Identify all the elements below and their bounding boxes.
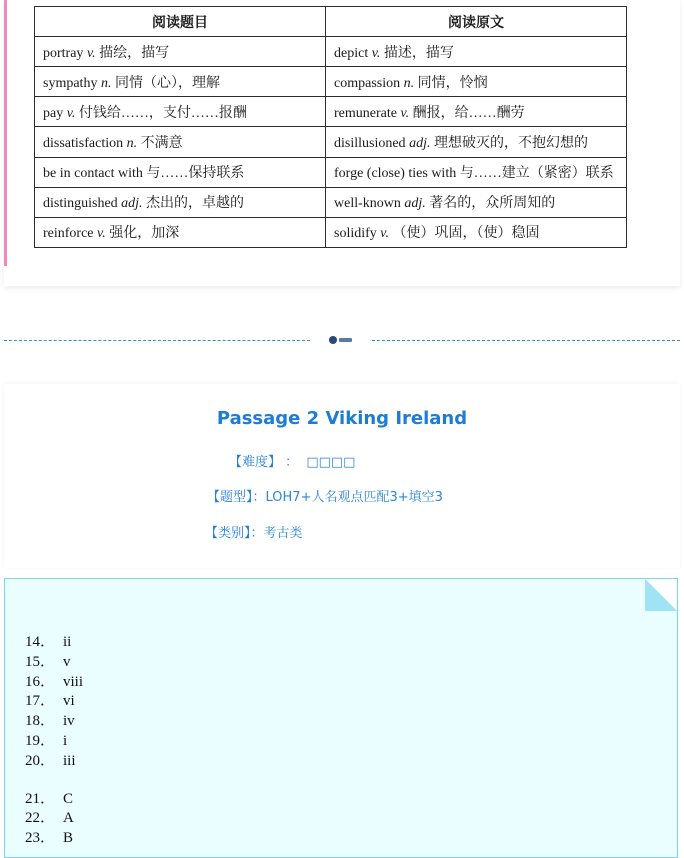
answer-value: i xyxy=(63,732,68,749)
brand-logo-icon xyxy=(329,335,353,345)
answer-item xyxy=(25,829,83,849)
term-pos: v. xyxy=(380,226,389,242)
term-word: forge (close) ties with xyxy=(334,166,457,182)
answer-item xyxy=(25,732,83,752)
source-term-cell xyxy=(326,67,627,97)
term-word: solidify xyxy=(334,226,377,242)
term-meaning: 理想破灭的，不抱幻想的 xyxy=(433,135,588,151)
answer-item xyxy=(25,809,83,829)
question-term-cell xyxy=(35,97,326,127)
header-question: 阅读题目 xyxy=(35,7,326,37)
term-pos: v. xyxy=(66,105,76,121)
answer-value: viii xyxy=(63,673,84,690)
term-meaning: 酬报，给……酬劳 xyxy=(412,105,525,121)
source-term-cell xyxy=(326,187,627,217)
answer-list xyxy=(25,633,83,849)
answer-value: iv xyxy=(63,713,75,730)
answer-number: 22． xyxy=(25,810,56,827)
question-term-cell xyxy=(35,37,326,67)
type-line xyxy=(207,486,443,505)
term-meaning: 著名的，众所周知的 xyxy=(429,196,556,212)
table-header-row xyxy=(35,7,627,37)
term-meaning: 描述，描写 xyxy=(383,45,454,61)
term-pos: v. xyxy=(97,226,106,242)
term-pos: adj. xyxy=(404,196,426,212)
answer-item xyxy=(25,653,83,673)
answer-group-1 xyxy=(25,633,83,772)
difficulty-value: □□□□ xyxy=(306,455,356,470)
term-word: well-known xyxy=(334,196,401,212)
term-meaning: 与……建立（紧密）联系 xyxy=(459,166,614,182)
answer-number: 18． xyxy=(25,713,56,730)
question-term-cell xyxy=(35,217,326,247)
answer-number: 15． xyxy=(25,653,56,670)
answer-value: C xyxy=(63,790,74,807)
term-meaning: 强化，加深 xyxy=(109,226,180,242)
term-word: compassion xyxy=(334,75,401,91)
table-row xyxy=(35,97,627,127)
source-term-cell xyxy=(326,157,627,187)
answer-number: 16． xyxy=(25,673,56,690)
term-pos: v. xyxy=(400,105,410,121)
term-word: reinforce xyxy=(43,226,94,242)
table-row xyxy=(35,187,627,217)
header-source: 阅读原文 xyxy=(326,7,627,37)
answer-item xyxy=(25,673,83,693)
term-meaning: 描绘，描写 xyxy=(99,45,170,61)
answer-box xyxy=(4,578,678,858)
term-pos: n. xyxy=(126,135,138,151)
term-meaning: （使）巩固，（使）稳固 xyxy=(392,226,540,242)
source-term-cell xyxy=(326,217,627,247)
table-row xyxy=(35,67,627,97)
answer-value: iii xyxy=(63,752,76,769)
answer-number: 23． xyxy=(25,830,56,847)
term-meaning: 付钱给……，支付……报酬 xyxy=(78,105,247,121)
term-meaning: 不满意 xyxy=(140,135,183,151)
question-term-cell xyxy=(35,157,326,187)
question-term-cell xyxy=(35,127,326,157)
difficulty-label: 【难度】 xyxy=(229,455,282,470)
term-pos: v. xyxy=(371,45,381,61)
source-term-cell xyxy=(326,127,627,157)
term-word: depict xyxy=(334,45,369,61)
term-word: sympathy xyxy=(43,75,98,91)
answer-value: ii xyxy=(63,634,72,650)
answer-value: vi xyxy=(63,693,75,710)
table-row xyxy=(35,217,627,247)
type-label: 【题型】 xyxy=(207,490,253,505)
table-row xyxy=(35,127,627,157)
answer-number: 17． xyxy=(25,693,56,710)
difficulty-sep: ： xyxy=(285,455,299,470)
divider-left xyxy=(4,340,310,341)
term-word: dissatisfaction xyxy=(43,135,124,151)
term-word: portray xyxy=(43,45,84,61)
category-label: 【类别】 xyxy=(205,526,251,541)
accent-bar xyxy=(4,0,7,266)
term-meaning: 同情，怜悯 xyxy=(417,75,488,91)
term-word: disillusioned xyxy=(334,135,406,151)
answer-item xyxy=(25,712,83,732)
term-meaning: 同情（心），理解 xyxy=(114,75,220,91)
term-word: be in contact with xyxy=(43,166,143,182)
answer-number: 21． xyxy=(25,790,56,807)
answer-group-2 xyxy=(25,790,83,849)
term-pos: adj. xyxy=(121,196,143,212)
category-line xyxy=(205,522,303,541)
source-term-cell xyxy=(326,97,627,127)
divider-right xyxy=(372,340,680,341)
answer-item xyxy=(25,633,83,653)
term-meaning: 与……保持联系 xyxy=(146,166,245,182)
term-meaning: 杰出的，卓越的 xyxy=(146,196,245,212)
source-term-cell xyxy=(326,37,627,67)
answer-value: B xyxy=(63,830,74,847)
question-term-cell xyxy=(35,187,326,217)
table-row xyxy=(35,157,627,187)
question-term-cell xyxy=(35,67,326,97)
vocab-table xyxy=(34,6,627,248)
answer-number: 14． xyxy=(25,634,56,650)
answer-item xyxy=(25,790,83,810)
term-word: pay xyxy=(43,105,64,121)
category-value: ：考古类 xyxy=(250,526,303,541)
type-value: ：LOH7+人名观点匹配3+填空3 xyxy=(252,490,443,505)
term-pos: n. xyxy=(100,75,112,91)
answer-item xyxy=(25,692,83,712)
term-pos: adj. xyxy=(409,135,431,151)
difficulty-line xyxy=(229,451,355,470)
answer-value: v xyxy=(63,653,71,670)
term-word: distinguished xyxy=(43,196,118,212)
term-pos: v. xyxy=(86,45,96,61)
term-word: remunerate xyxy=(334,105,397,121)
answer-number: 20． xyxy=(25,752,56,769)
answer-value: A xyxy=(63,810,74,827)
table-row xyxy=(35,37,627,67)
folded-corner-icon xyxy=(645,579,677,611)
answer-number: 19． xyxy=(25,732,56,749)
term-pos: n. xyxy=(403,75,415,91)
passage-title: Passage 2 Viking Ireland xyxy=(216,408,468,429)
answer-item xyxy=(25,752,83,772)
